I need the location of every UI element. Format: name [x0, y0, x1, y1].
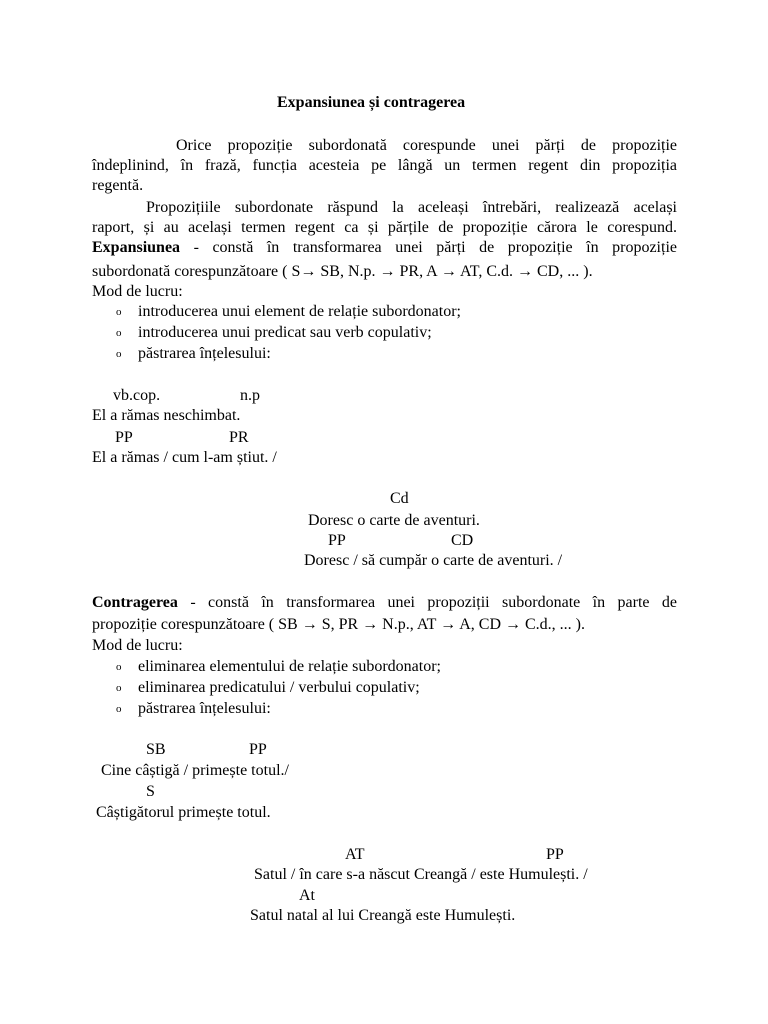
label-pp: PP — [115, 429, 133, 446]
label-s: S — [146, 783, 155, 800]
example-sentence: Cine câștigă / primește totul./ — [101, 762, 289, 779]
expansiune-def-line1: Expansiunea - constă în transformarea unei părți de propoziție în propoziție — [92, 239, 677, 256]
list-item: o introducerea unui predicat sau verb copulativ; — [116, 324, 432, 341]
example-sentence: Doresc / să cumpăr o carte de aventuri. / — [304, 552, 563, 569]
bullet-icon: o — [116, 682, 122, 694]
list-item: o eliminarea predicatului / verbului copulativ; — [116, 679, 420, 696]
bullet-icon: o — [116, 661, 122, 673]
list-item: o introducerea unui element de relație subordonator; — [116, 303, 461, 320]
intro-p1-line2: îndeplinind, în frază, funcția acesteia pe lângă un termen regent din propoziția — [92, 157, 677, 174]
label-pp: PP — [249, 741, 267, 758]
intro-p2-line2: raport, și au același termen regent ca și părțile de propoziție cărora le corespund. — [92, 219, 677, 236]
bullet-icon: o — [116, 703, 122, 715]
list-item: o eliminarea elementului de relație subordonator; — [116, 658, 441, 675]
contragere-mod-label: Mod de lucru: — [92, 637, 183, 654]
contragere-def-line2: propoziție corespunzătoare ( SB → S, PR → N.p., AT → A, CD → C.d., ... ). — [92, 616, 586, 633]
example-sentence: Doresc o carte de aventuri. — [308, 512, 480, 529]
label-at: AT — [345, 846, 365, 863]
page-title: Expansiunea și contragerea — [277, 94, 466, 111]
example-sentence: Câștigătorul primește totul. — [96, 804, 271, 821]
bullet-icon: o — [116, 327, 122, 339]
intro-p2-line1: Propozițiile subordonate răspund la aceleași întrebări, realizează același — [146, 199, 677, 216]
example-sentence: El a rămas / cum l-am știut. / — [92, 449, 277, 466]
label-pp: PP — [546, 846, 564, 863]
example-sentence: Satul natal al lui Creangă este Humulești. — [250, 907, 516, 924]
contragere-def-line1: Contragerea - constă în transformarea unei propoziții subordonate în parte de — [92, 594, 677, 611]
contragere-term: Contragerea — [92, 594, 178, 611]
bullet-icon: o — [116, 348, 122, 360]
label-cd-small: Cd — [390, 490, 409, 507]
label-sb: SB — [146, 741, 166, 758]
label-at-small: At — [299, 887, 315, 904]
example-sentence: Satul / în care s-a născut Creangă / este Humulești. / — [254, 866, 588, 883]
expansiune-term: Expansiunea — [92, 239, 181, 256]
label-pr: PR — [229, 429, 249, 446]
bullet-icon: o — [116, 306, 122, 318]
label-pp: PP — [328, 532, 346, 549]
list-item: o păstrarea înțelesului: — [116, 345, 271, 362]
expansiune-mod-label: Mod de lucru: — [92, 283, 183, 300]
intro-p1-line1: Orice propoziție subordonată corespunde unei părți de propoziție — [176, 137, 677, 154]
list-item: o păstrarea înțelesului: — [116, 700, 271, 717]
label-vbcop: vb.cop. — [113, 387, 161, 404]
expansiune-def-line2: subordonată corespunzătoare ( S→ SB, N.p. → PR, A → AT, C.d. → CD, ... ). — [92, 263, 593, 280]
intro-p1-line3: regentă. — [92, 177, 144, 194]
example-sentence: El a rămas neschimbat. — [92, 407, 241, 424]
label-cd: CD — [451, 532, 474, 549]
label-np: n.p — [240, 387, 260, 404]
